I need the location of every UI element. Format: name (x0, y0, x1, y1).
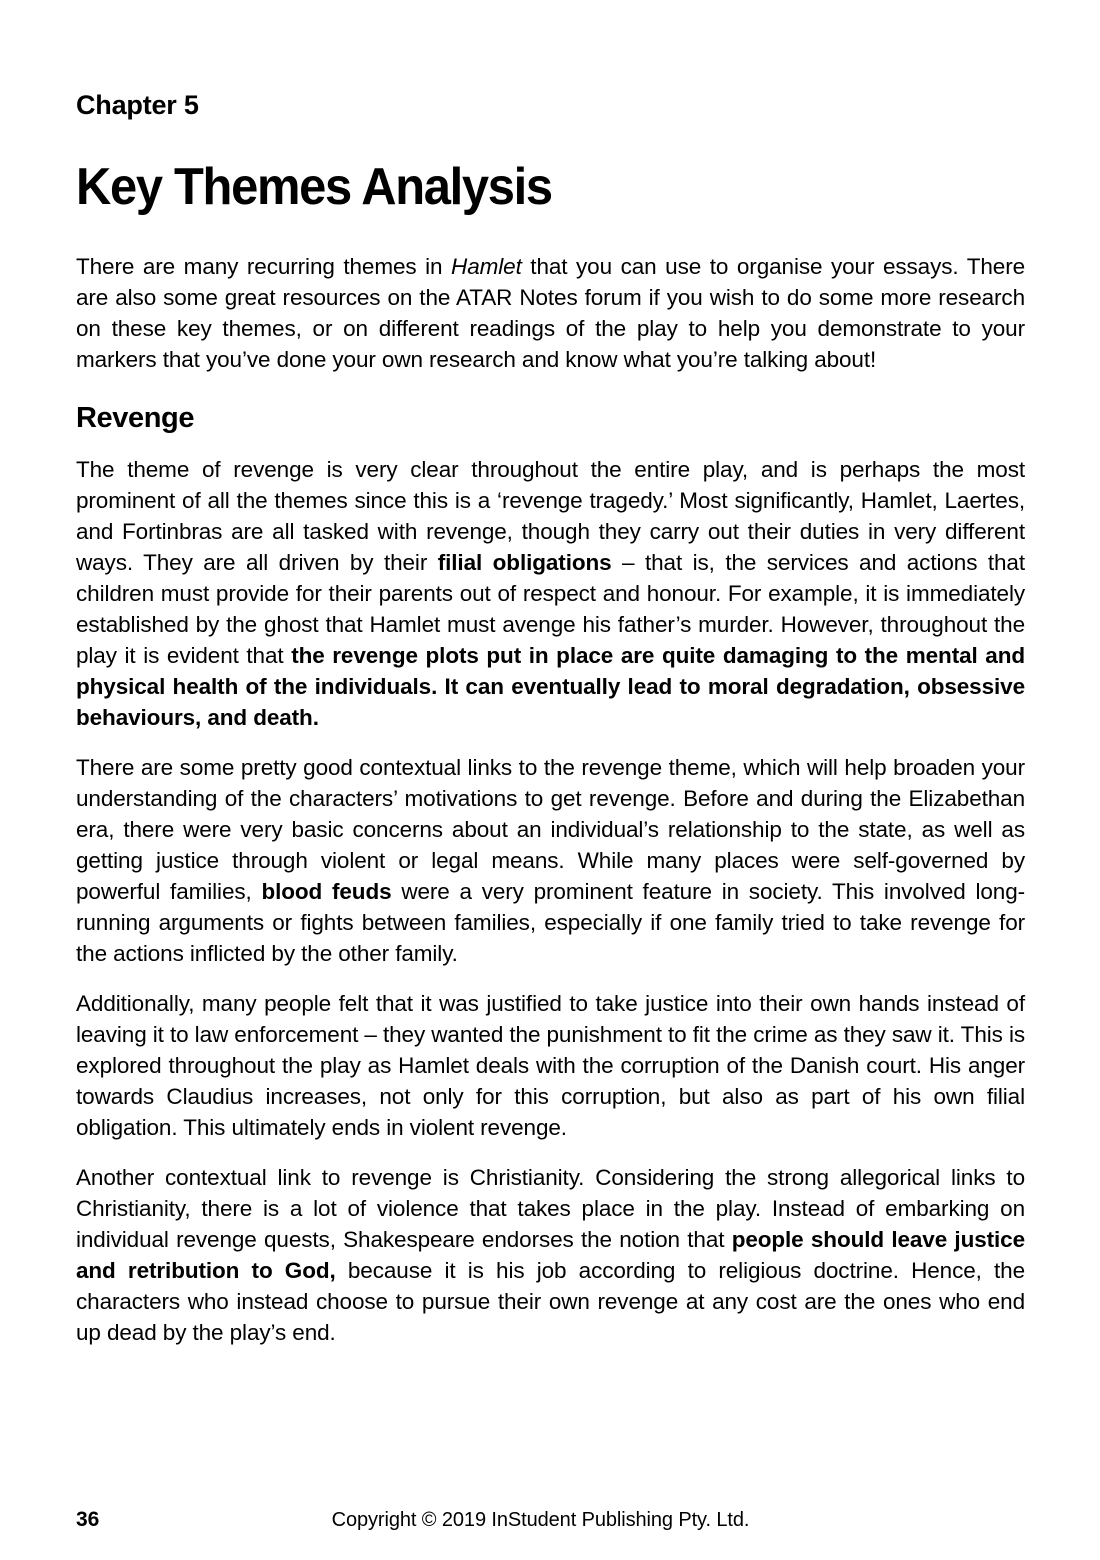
intro-text-part2: that you can use to organise your essays. There are also some great resources on the ATAR Notes forum if you wish to do some more research on these key themes, or on different readings of the play to help you demonstrate to your markers that you’ve done your own research and know what you’re talking about! (76, 254, 1025, 372)
paragraph4-text-1: Another contextual link to revenge is Christianity. Considering the strong allegorical links to Christianity, there is a lot of violence that takes place in the play. Instead of embarking on individual revenge quests, Shakespeare endorses the notion that (76, 1165, 1025, 1252)
body-paragraph-1 (76, 433, 1025, 733)
page-footer (76, 1505, 1025, 1535)
body-paragraph-4 (76, 1143, 1025, 1348)
paragraph1-bold-revenge-plots: the revenge plots put in place are quite damaging to the mental and physical health of the individuals. It can eventually lead to moral degradation, obsessive behaviours, and death. (76, 643, 1026, 730)
paragraph1-bold-filial-obligations: filial obligations (437, 550, 612, 575)
paragraph4-bold-justice-retribution: people should leave justice and retribution to God, (76, 1227, 1026, 1283)
intro-text-part1: There are many recurring themes in (76, 254, 452, 279)
paragraph2-text-2: were a very prominent feature in society. This involved long-running arguments or fights between families, especially if one family tried to take revenge for the actions inflicted by the other family. (76, 879, 1025, 966)
body-paragraph-2 (76, 733, 1025, 969)
footer-copyright-notice: Copyright © 2019 InStudent Publishing Pty. Ltd. (331, 1509, 750, 1531)
body-paragraph-3 (76, 969, 1025, 1143)
paragraph2-text-1: There are some pretty good contextual links to the revenge theme, which will help broaden your understanding of the characters’ motivations to get revenge. Before and during the Elizabethan era, there were very basic concerns about an individual’s relationship to the state, as well as getting justice through violent or legal means. While many places were self-governed by powerful families, (76, 755, 1025, 904)
footer-page-number: 36 (76, 1508, 100, 1531)
paragraph4-text-2: because it is his job according to religious doctrine. Hence, the characters who instead choose to pursue their own revenge at any cost are the ones who end up dead by the play’s end. (76, 1258, 1026, 1345)
intro-emphasis-hamlet: Hamlet (451, 254, 522, 279)
intro-paragraph (76, 213, 1025, 375)
page-title: Key Themes Analysis (76, 158, 552, 216)
paragraph2-bold-blood-feuds: blood feuds (261, 879, 392, 904)
section-heading-revenge: Revenge (76, 402, 195, 434)
paragraph1-text-1: The theme of revenge is very clear throughout the entire play, and is perhaps the most prominent of all the themes since this is a ‘revenge tragedy.’ Most significantly, Hamlet, Laertes, and Fortinbras are all tasked with revenge, though they carry out their duties in very different ways. They are all driven by their (76, 457, 1025, 575)
chapter-label: Chapter 5 (76, 90, 199, 120)
paragraph1-text-2: – that is, the services and actions that children must provide for their parents out of respect and honour. For example, it is immediately established by the ghost that Hamlet must avenge his father’s murder. However, throughout the play it is evident that (76, 550, 1025, 668)
paragraph3-text-1: Additionally, many people felt that it was justified to take justice into their own hands instead of leaving it to law enforcement – they wanted the punishment to fit the crime as they saw it. This is explored throughout the play as Hamlet deals with the corruption of the Danish court. His anger towards Claudius increases, not only for this corruption, but also as part of his own filial obligation. This ultimately ends in violent revenge. (76, 991, 1025, 1140)
page-content (76, 0, 1025, 1348)
